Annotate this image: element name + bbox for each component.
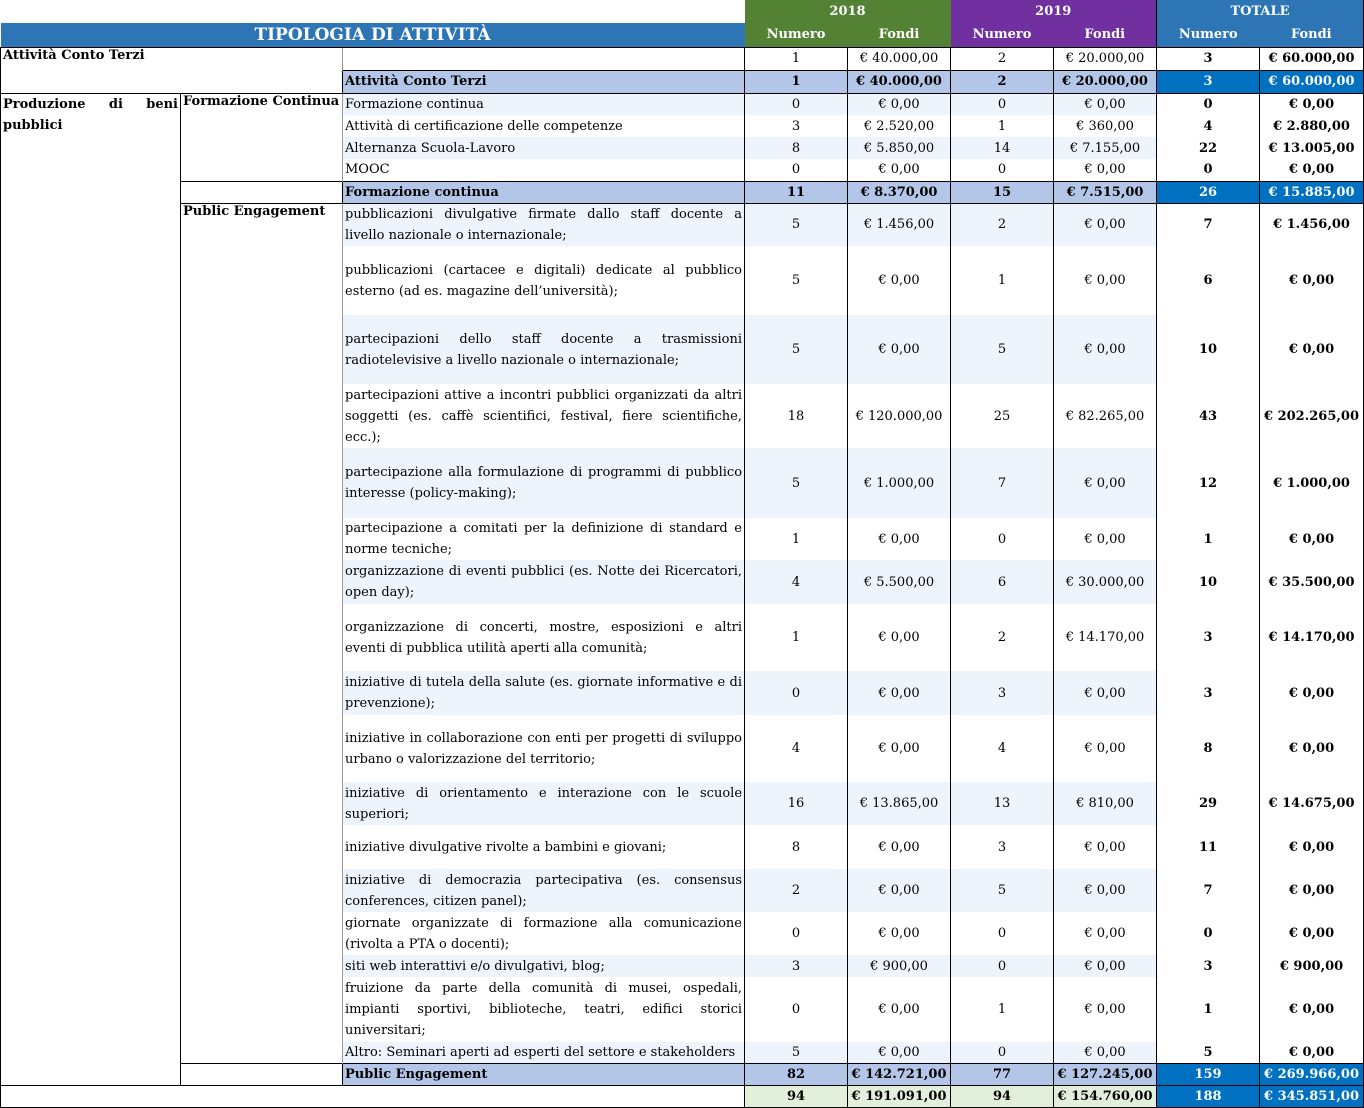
cell-ft: € 14.170,00 <box>1260 604 1364 671</box>
cell-ft: € 14.675,00 <box>1260 782 1364 825</box>
col-fondi-2018: Fondi <box>848 23 951 47</box>
subtotal-formazione-n19: 15 <box>951 181 1054 203</box>
col-numero-totale: Numero <box>1157 23 1260 47</box>
cell-n19: 6 <box>951 560 1054 604</box>
cell-n19: 13 <box>951 782 1054 825</box>
cell-f19: € 0,00 <box>1054 159 1157 181</box>
cell-n18: 5 <box>745 203 848 246</box>
cell-ft: € 900,00 <box>1260 955 1364 977</box>
conto-terzi-nt: 3 <box>1157 47 1260 70</box>
grand-total-ft: € 345.851,00 <box>1260 1086 1364 1108</box>
cell-f19: € 82.265,00 <box>1054 384 1157 448</box>
activity-description: pubblicazioni (cartacee e digitali) dedicate al pubblico esterno (ad es. magazine dell’università); <box>343 246 745 315</box>
cell-n19: 0 <box>951 518 1054 560</box>
cell-n18: 0 <box>745 671 848 715</box>
activity-description: Formazione continua <box>343 93 745 115</box>
activity-description: partecipazioni attive a incontri pubblici organizzati da altri soggetti (es. caffè scientifici, festival, fiere scientifiche, ecc.); <box>343 384 745 448</box>
cell-f18: € 5.850,00 <box>848 137 951 159</box>
cell-nt: 12 <box>1157 448 1260 518</box>
activity-description: Alternanza Scuola-Lavoro <box>343 137 745 159</box>
cell-f18: € 2.520,00 <box>848 115 951 137</box>
cell-n18: 2 <box>745 869 848 912</box>
group-formazione-continua: Formazione Continua <box>181 93 343 181</box>
cell-ft: € 0,00 <box>1260 912 1364 955</box>
cell-f19: € 0,00 <box>1054 315 1157 384</box>
cell-n18: 0 <box>745 977 848 1042</box>
cell-n19: 2 <box>951 604 1054 671</box>
cell-f19: € 7.155,00 <box>1054 137 1157 159</box>
grand-total-f19: € 154.760,00 <box>1054 1086 1157 1108</box>
cell-nt: 29 <box>1157 782 1260 825</box>
cell-n19: 4 <box>951 715 1054 782</box>
cell-n18: 3 <box>745 115 848 137</box>
cell-ft: € 0,00 <box>1260 715 1364 782</box>
cell-nt: 10 <box>1157 560 1260 604</box>
activity-description: giornate organizzate di formazione alla comunicazione (rivolta a PTA o docenti); <box>343 912 745 955</box>
subtotal-public-engagement <box>1 1064 1364 1086</box>
subtotal-formazione-nt: 26 <box>1157 181 1260 203</box>
activity-description: organizzazione di eventi pubblici (es. Notte dei Ricercatori, open day); <box>343 560 745 604</box>
cell-nt: 3 <box>1157 671 1260 715</box>
activity-description: iniziative di democrazia partecipativa (es. consensus conferences, citizen panel); <box>343 869 745 912</box>
cell-ft: € 0,00 <box>1260 825 1364 869</box>
subtotal-public-engagement-label: Public Engagement <box>343 1064 745 1086</box>
activity-description: MOOC <box>343 159 745 181</box>
cell-n19: 2 <box>951 203 1054 246</box>
cell-f19: € 0,00 <box>1054 448 1157 518</box>
cell-nt: 0 <box>1157 912 1260 955</box>
cell-f18: € 1.000,00 <box>848 448 951 518</box>
conto-terzi-f18: € 40.000,00 <box>848 47 951 70</box>
cell-f19: € 0,00 <box>1054 518 1157 560</box>
subtotal-conto-terzi-f18: € 40.000,00 <box>848 70 951 93</box>
cell-nt: 3 <box>1157 955 1260 977</box>
activity-description: siti web interattivi e/o divulgativi, blog; <box>343 955 745 977</box>
cell-n18: 3 <box>745 955 848 977</box>
category-produzione: Produzione di beni pubblici <box>1 93 181 1086</box>
cell-f19: € 360,00 <box>1054 115 1157 137</box>
subtotal-formazione-label: Formazione continua <box>343 181 745 203</box>
cell-n19: 0 <box>951 1042 1054 1064</box>
year-2019-header: 2019 <box>951 0 1157 23</box>
cell-f18: € 1.456,00 <box>848 203 951 246</box>
subtotal-conto-terzi-f19: € 20.000,00 <box>1054 70 1157 93</box>
cell-f18: € 0,00 <box>848 869 951 912</box>
cell-n19: 0 <box>951 912 1054 955</box>
activity-description: fruizione da parte della comunità di musei, ospedali, impianti sportivi, biblioteche, teatri, edifici storici universitari; <box>343 977 745 1042</box>
cell-ft: € 0,00 <box>1260 977 1364 1042</box>
cell-f19: € 0,00 <box>1054 955 1157 977</box>
cell-f18: € 0,00 <box>848 825 951 869</box>
cell-nt: 0 <box>1157 159 1260 181</box>
cell-n19: 1 <box>951 977 1054 1042</box>
cell-n19: 0 <box>951 93 1054 115</box>
cell-f18: € 0,00 <box>848 246 951 315</box>
cell-n18: 1 <box>745 604 848 671</box>
total-header: TOTALE <box>1157 0 1364 23</box>
cell-n18: 5 <box>745 1042 848 1064</box>
cell-f18: € 0,00 <box>848 518 951 560</box>
subtotal-conto-terzi-n19: 2 <box>951 70 1054 93</box>
activity-description: Attività di certificazione delle competenze <box>343 115 745 137</box>
activity-description: partecipazioni dello staff docente a trasmissioni radiotelevisive a livello nazionale o internazionale; <box>343 315 745 384</box>
subtotal-public-engagement-nt: 159 <box>1157 1064 1260 1086</box>
cell-n18: 4 <box>745 560 848 604</box>
cell-ft: € 0,00 <box>1260 93 1364 115</box>
cell-n18: 1 <box>745 518 848 560</box>
conto-terzi-n18: 1 <box>745 47 848 70</box>
subtotal-public-engagement-ft: € 269.966,00 <box>1260 1064 1364 1086</box>
subtotal-formazione <box>1 181 1364 203</box>
cell-ft: € 0,00 <box>1260 869 1364 912</box>
cell-ft: € 13.005,00 <box>1260 137 1364 159</box>
cell-f18: € 0,00 <box>848 912 951 955</box>
cell-nt: 0 <box>1157 93 1260 115</box>
conto-terzi-f19: € 20.000,00 <box>1054 47 1157 70</box>
cell-n19: 5 <box>951 869 1054 912</box>
cell-nt: 10 <box>1157 315 1260 384</box>
category-conto-terzi: Attività Conto Terzi <box>1 47 343 93</box>
cell-nt: 7 <box>1157 869 1260 912</box>
col-numero-2018: Numero <box>745 23 848 47</box>
cell-f19: € 0,00 <box>1054 977 1157 1042</box>
table-row <box>1 93 1364 115</box>
cell-f19: € 0,00 <box>1054 1042 1157 1064</box>
activity-description: iniziative di tutela della salute (es. giornate informative e di prevenzione); <box>343 671 745 715</box>
cell-ft: € 1.456,00 <box>1260 203 1364 246</box>
cell-f19: € 0,00 <box>1054 671 1157 715</box>
cell-ft: € 0,00 <box>1260 159 1364 181</box>
cell-f19: € 0,00 <box>1054 912 1157 955</box>
cell-ft: € 0,00 <box>1260 671 1364 715</box>
cell-nt: 1 <box>1157 977 1260 1042</box>
cell-nt: 5 <box>1157 1042 1260 1064</box>
grand-total-row <box>1 1086 1364 1108</box>
group-public-engagement: Public Engagement <box>181 203 343 1064</box>
cell-f18: € 13.865,00 <box>848 782 951 825</box>
grand-total-f18: € 191.091,00 <box>848 1086 951 1108</box>
cell-f18: € 120.000,00 <box>848 384 951 448</box>
cell-ft: € 35.500,00 <box>1260 560 1364 604</box>
cell-n18: 5 <box>745 246 848 315</box>
subtotal-conto-terzi-ft: € 60.000,00 <box>1260 70 1364 93</box>
subtotal-formazione-ft: € 15.885,00 <box>1260 181 1364 203</box>
activity-description: organizzazione di concerti, mostre, esposizioni e altri eventi di pubblica utilità aperti alla comunità; <box>343 604 745 671</box>
cell-f19: € 30.000,00 <box>1054 560 1157 604</box>
cell-nt: 11 <box>1157 825 1260 869</box>
cell-n18: 0 <box>745 912 848 955</box>
activity-description: partecipazione a comitati per la definizione di standard e norme tecniche; <box>343 518 745 560</box>
activity-description: iniziative divulgative rivolte a bambini e giovani; <box>343 825 745 869</box>
cell-n19: 3 <box>951 825 1054 869</box>
cell-n19: 14 <box>951 137 1054 159</box>
cell-n19: 5 <box>951 315 1054 384</box>
activity-description: iniziative in collaborazione con enti per progetti di sviluppo urbano o valorizzazione del territorio; <box>343 715 745 782</box>
cell-f18: € 5.500,00 <box>848 560 951 604</box>
cell-ft: € 202.265,00 <box>1260 384 1364 448</box>
cell-ft: € 0,00 <box>1260 518 1364 560</box>
cell-nt: 3 <box>1157 604 1260 671</box>
subtotal-formazione-f19: € 7.515,00 <box>1054 181 1157 203</box>
cell-f19: € 810,00 <box>1054 782 1157 825</box>
cell-f19: € 0,00 <box>1054 246 1157 315</box>
cell-nt: 6 <box>1157 246 1260 315</box>
cell-f19: € 0,00 <box>1054 93 1157 115</box>
cell-ft: € 0,00 <box>1260 315 1364 384</box>
grand-total-n18: 94 <box>745 1086 848 1108</box>
cell-nt: 1 <box>1157 518 1260 560</box>
cell-n18: 4 <box>745 715 848 782</box>
cell-n19: 3 <box>951 671 1054 715</box>
subtotal-public-engagement-n19: 77 <box>951 1064 1054 1086</box>
cell-nt: 4 <box>1157 115 1260 137</box>
cell-nt: 8 <box>1157 715 1260 782</box>
subtotal-public-engagement-f18: € 142.721,00 <box>848 1064 951 1086</box>
activity-description: partecipazione alla formulazione di programmi di pubblico interesse (policy-making); <box>343 448 745 518</box>
subtotal-conto-terzi-label: Attività Conto Terzi <box>343 70 745 93</box>
cell-f18: € 900,00 <box>848 955 951 977</box>
cell-f18: € 0,00 <box>848 715 951 782</box>
cell-ft: € 1.000,00 <box>1260 448 1364 518</box>
col-fondi-totale: Fondi <box>1260 23 1364 47</box>
cell-ft: € 0,00 <box>1260 1042 1364 1064</box>
cell-n18: 0 <box>745 159 848 181</box>
year-2018-header: 2018 <box>745 0 951 23</box>
conto-terzi-ft: € 60.000,00 <box>1260 47 1364 70</box>
cell-n18: 18 <box>745 384 848 448</box>
cell-n18: 0 <box>745 93 848 115</box>
table-title: TIPOLOGIA DI ATTIVITÀ <box>1 23 745 47</box>
cell-n18: 8 <box>745 137 848 159</box>
cell-n19: 0 <box>951 955 1054 977</box>
cell-n18: 5 <box>745 448 848 518</box>
subtotal-formazione-f18: € 8.370,00 <box>848 181 951 203</box>
col-numero-2019: Numero <box>951 23 1054 47</box>
cell-f19: € 0,00 <box>1054 203 1157 246</box>
subtotal-public-engagement-f19: € 127.245,00 <box>1054 1064 1157 1086</box>
activity-description: iniziative di orientamento e interazione con le scuole superiori; <box>343 782 745 825</box>
cell-f18: € 0,00 <box>848 604 951 671</box>
subtotal-conto-terzi-nt: 3 <box>1157 70 1260 93</box>
subtotal-public-engagement-n18: 82 <box>745 1064 848 1086</box>
cell-n18: 8 <box>745 825 848 869</box>
cell-n19: 1 <box>951 246 1054 315</box>
cell-ft: € 2.880,00 <box>1260 115 1364 137</box>
cell-f18: € 0,00 <box>848 315 951 384</box>
cell-nt: 22 <box>1157 137 1260 159</box>
cell-f18: € 0,00 <box>848 93 951 115</box>
grand-total-nt: 188 <box>1157 1086 1260 1108</box>
cell-f18: € 0,00 <box>848 671 951 715</box>
cell-n18: 16 <box>745 782 848 825</box>
cell-nt: 7 <box>1157 203 1260 246</box>
activity-description: pubblicazioni divulgative firmate dallo staff docente a livello nazionale o internazionale; <box>343 203 745 246</box>
conto-terzi-n19: 2 <box>951 47 1054 70</box>
cell-n19: 7 <box>951 448 1054 518</box>
col-fondi-2019: Fondi <box>1054 23 1157 47</box>
cell-nt: 43 <box>1157 384 1260 448</box>
cell-f18: € 0,00 <box>848 1042 951 1064</box>
cell-n19: 0 <box>951 159 1054 181</box>
cell-n19: 25 <box>951 384 1054 448</box>
cell-ft: € 0,00 <box>1260 246 1364 315</box>
cell-n18: 5 <box>745 315 848 384</box>
cell-n19: 1 <box>951 115 1054 137</box>
cell-f19: € 0,00 <box>1054 825 1157 869</box>
cell-f19: € 0,00 <box>1054 869 1157 912</box>
cell-f19: € 0,00 <box>1054 715 1157 782</box>
subtotal-formazione-n18: 11 <box>745 181 848 203</box>
cell-f19: € 14.170,00 <box>1054 604 1157 671</box>
subtotal-conto-terzi-n18: 1 <box>745 70 848 93</box>
activity-description: Altro: Seminari aperti ad esperti del settore e stakeholders <box>343 1042 745 1064</box>
cell-f18: € 0,00 <box>848 159 951 181</box>
grand-total-n19: 94 <box>951 1086 1054 1108</box>
table-row <box>1 203 1364 246</box>
cell-f18: € 0,00 <box>848 977 951 1042</box>
